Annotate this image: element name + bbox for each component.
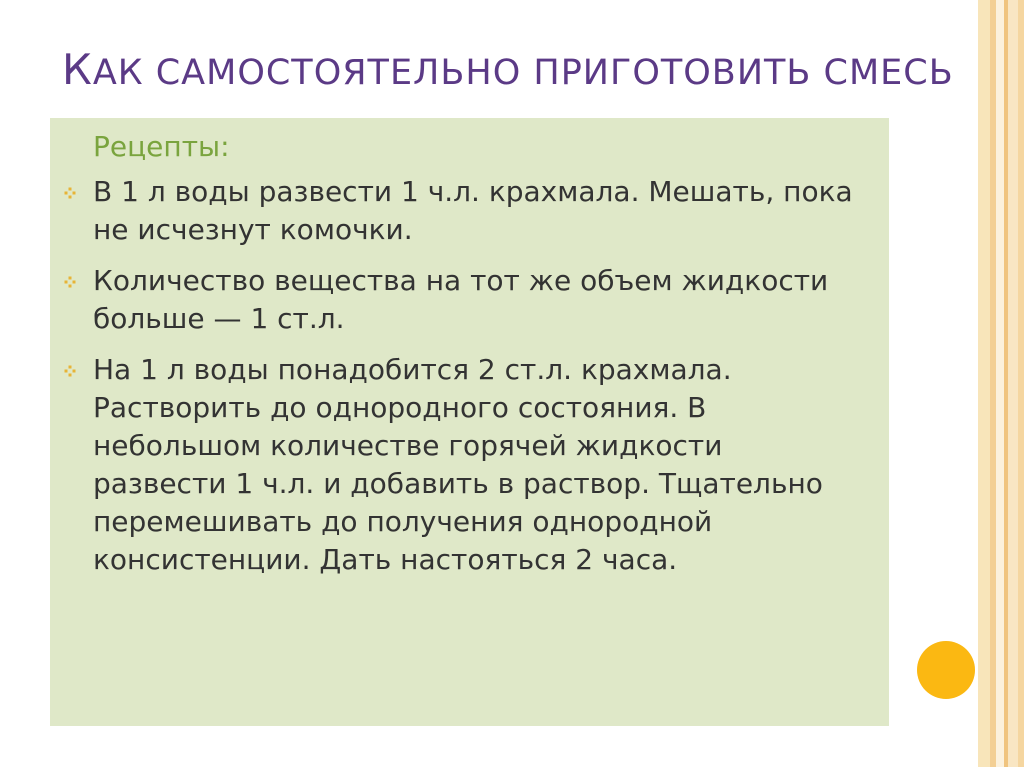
diamond-bullet-icon	[64, 187, 76, 199]
list-item-text: Количество вещества на тот же объем жидкости больше — 1 ст.л.	[93, 264, 829, 335]
slide-title-text: АК САМОСТОЯТЕЛЬНО ПРИГОТОВИТЬ СМЕСЬ	[92, 53, 954, 93]
slide-title	[62, 42, 962, 101]
list-item	[64, 262, 864, 338]
stripe	[1008, 0, 1018, 767]
stripe	[978, 0, 990, 767]
diamond-bullet-icon	[64, 276, 76, 288]
list-item-text: В 1 л воды развести 1 ч.л. крахмала. Мешать, пока не исчезнут комочки.	[93, 175, 853, 246]
accent-circle	[917, 641, 975, 699]
subheading: Рецепты:	[93, 130, 230, 163]
diamond-bullet-icon	[64, 365, 76, 377]
slide-title-initial: К	[62, 45, 93, 94]
stripe	[996, 0, 1004, 767]
list-item	[64, 173, 864, 249]
list-item	[64, 351, 864, 579]
stripe	[1018, 0, 1024, 767]
list-item-text: На 1 л воды понадобится 2 ст.л. крахмала. Растворить до однородного состояния. В небольшом количестве горячей жидкости развести 1 ч.л. и добавить в раствор. Тщательно перемешивать до получения однородной консистенции. Дать настояться 2 часа.	[93, 353, 823, 576]
bullet-list	[64, 173, 864, 592]
